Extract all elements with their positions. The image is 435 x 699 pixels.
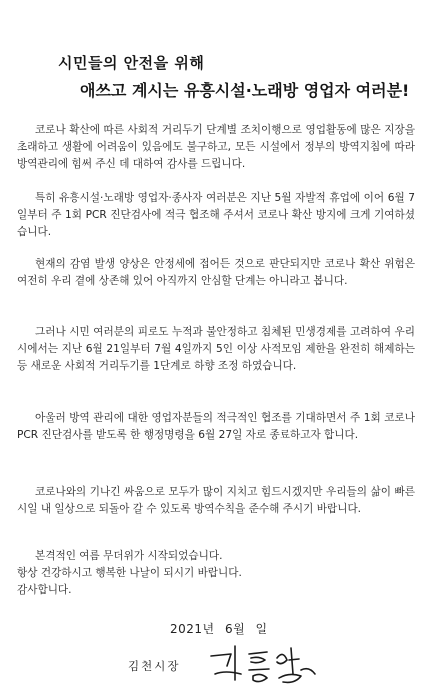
letter-paragraph: 코로나와의 기나긴 싸움으로 모두가 많이 지치고 힘드시겠지만 우리들의 삶이 빠른 시일 내 일상으로 되돌아 갈 수 있도록 방역수칙을 준수해 주시기 바랍니다.	[17, 486, 415, 515]
letter-paragraph: 코로나 확산에 따른 사회적 거리두기 단계별 조치이행으로 영업활동에 많은 지장을 초래하고 생활에 어려움이 있음에도 불구하고, 모든 시설에서 정부의 방역지침에 따라 방역관리에 힘써 주신 데 대하여 감사를 드립니다.	[17, 124, 415, 170]
letter-paragraph: 그러나 시민 여러분의 피로도 누적과 불안정하고 침체된 민생경제를 고려하여 우리시에서는 지난 6월 21일부터 7월 4일까지 5인 이상 사적모임 제한을 완전히 해제하는 등 새로운 사회적 거리두기를 1단계로 하향 조정 하였습니다.	[17, 326, 415, 372]
letter-paragraph: 현재의 감염 발생 양상은 안정세에 접어든 것으로 판단되지만 코로나 확산 위험은 여전히 우리 곁에 상존해 있어 아직까지 안심할 단계는 아니라고 봅니다.	[17, 258, 415, 287]
closing-line: 항상 건강하시고 행복한 나날이 되시기 바랍니다.	[17, 567, 242, 579]
closing-line: 본격적인 여름 무더위가 시작되었습니다.	[35, 550, 223, 562]
letter-paragraph: 특히 유흥시설·노래방 영업자·종사자 여러분은 지난 5월 자발적 휴업에 이어 6월 7일부터 주 1회 PCR 진단검사에 적극 협조해 주셔서 코로나 확산 방지에 크게 기여하셨습니다.	[17, 192, 415, 238]
letter-closing	[17, 548, 415, 599]
letter-title-line2: 애쓰고 계시는 유흥시설·노래방 영업자 여러분!	[80, 81, 410, 100]
signer-title: 김천시장	[128, 659, 181, 673]
letter-date: 2021년 6월 일	[170, 622, 268, 636]
letter-title-line1: 시민들의 안전을 위해	[58, 54, 205, 72]
closing-line: 감사합니다.	[17, 584, 72, 596]
handwritten-signature	[205, 640, 325, 690]
letter-paragraph: 아울러 방역 관리에 대한 영업자분들의 적극적인 협조를 기대하면서 주 1회 코로나 PCR 진단검사를 받도록 한 행정명령을 6월 27일 자로 종료하고자 합니다.	[17, 412, 415, 441]
